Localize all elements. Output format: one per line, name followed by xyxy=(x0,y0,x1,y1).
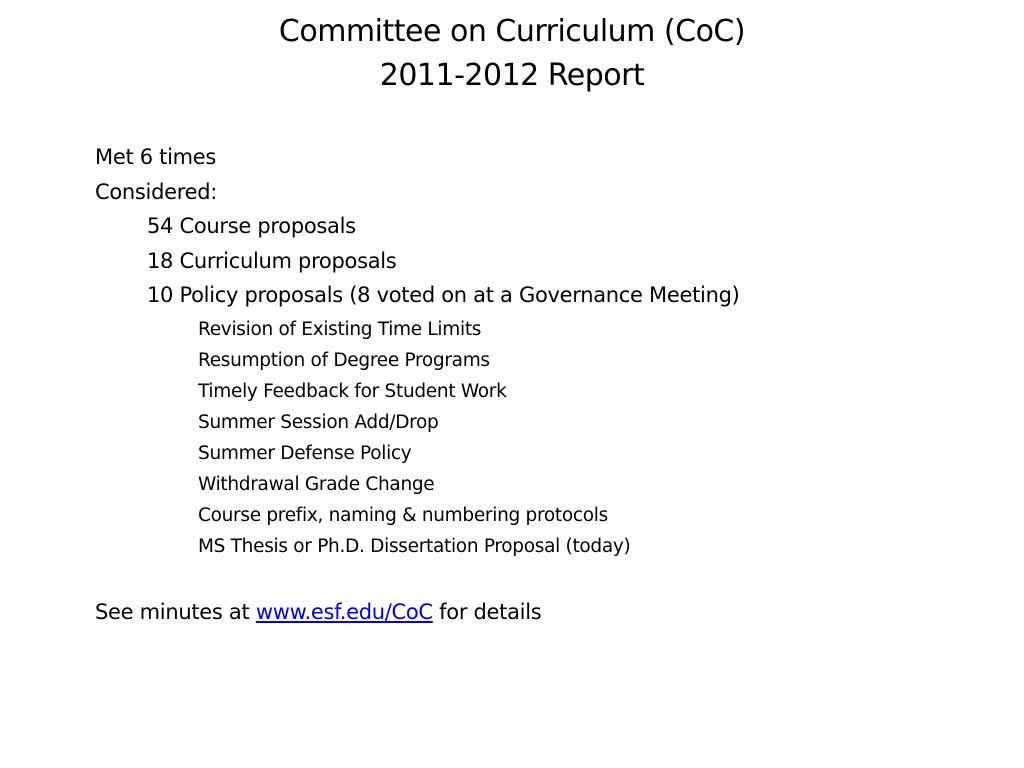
policy-item: Summer Defense Policy xyxy=(198,443,412,464)
policy-item: Revision of Existing Time Limits xyxy=(198,319,482,340)
policy-item: Withdrawal Grade Change xyxy=(198,474,435,495)
met-count-line: Met 6 times xyxy=(95,145,217,169)
policy-proposals-line: 10 Policy proposals (8 voted on at a Governance Meeting) xyxy=(147,283,740,307)
slide-title xyxy=(0,10,1024,98)
footer-suffix: for details xyxy=(432,600,542,624)
curriculum-proposals-line: 18 Curriculum proposals xyxy=(147,249,397,273)
minutes-footer xyxy=(95,600,541,624)
footer-prefix: See minutes at xyxy=(95,600,256,624)
policy-item: Course prefix, naming & numbering protocols xyxy=(198,505,608,526)
policy-item: Resumption of Degree Programs xyxy=(198,350,490,371)
policy-item: Summer Session Add/Drop xyxy=(198,412,439,433)
course-proposals-line: 54 Course proposals xyxy=(147,214,356,238)
coc-website-link[interactable]: www.esf.edu/CoC xyxy=(255,600,433,624)
considered-heading: Considered: xyxy=(95,180,218,204)
policy-item: Timely Feedback for Student Work xyxy=(198,381,507,402)
title-line-1: Committee on Curriculum (CoC) xyxy=(278,14,746,49)
title-line-2: 2011-2012 Report xyxy=(379,58,645,93)
policy-item: MS Thesis or Ph.D. Dissertation Proposal (today) xyxy=(198,536,631,557)
